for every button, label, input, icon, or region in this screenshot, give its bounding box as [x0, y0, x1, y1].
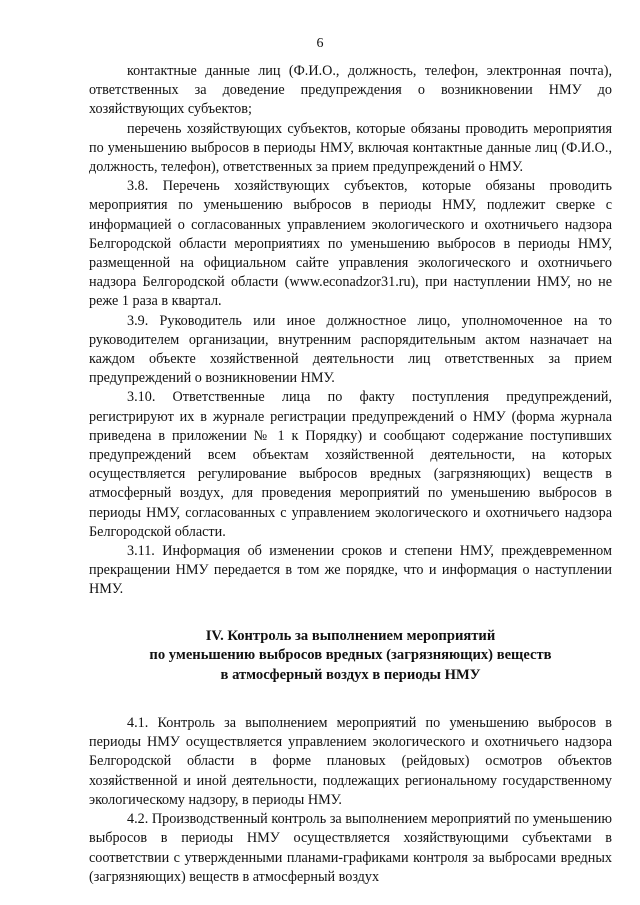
document-body — [89, 62, 612, 887]
paragraph-3-9: 3.9. Руководитель или иное должностное лицо, уполномоченное на то руководителем организации, внутренним распорядительным актом назначает на каждом объекте хозяйственной деятельности лиц ответственных за прием предупреждений о возникновении НМУ. — [89, 312, 612, 387]
paragraph-3-11: 3.11. Информация об изменении сроков и степени НМУ, преждевременном прекращении НМУ передается в том же порядке, что и информация о наступлении НМУ. — [89, 543, 612, 598]
section-heading-line-3: в атмосферный воздух в периоды НМУ — [220, 667, 481, 684]
paragraph-4-2: 4.2. Производственный контроль за выполнением мероприятий по уменьшению выбросов в периоды НМУ осуществляется хозяйствующими субъектами в соответствии с утвержденными планами-графиками контроля за выбросами вредных (загрязняющих) веществ в атмосферный воздух — [89, 811, 612, 885]
section-heading-line-2: по уменьшению выбросов вредных (загрязняющих) веществ — [149, 647, 552, 664]
section-heading-iv — [89, 627, 612, 686]
paragraph-entity-list: перечень хозяйствующих субъектов, которые обязаны проводить мероприятия по уменьшению выбросов в периоды НМУ, включая контактные данные лиц (Ф.И.О., должность, телефон), ответственных за прием предупреждений о НМУ. — [89, 120, 612, 176]
paragraph-contact-data: контактные данные лиц (Ф.И.О., должность, телефон, электронная почта), ответственных за доведение предупреждения о возникновении НМУ до хозяйствующих субъектов; — [89, 63, 612, 118]
paragraph-3-8: 3.8. Перечень хозяйствующих субъектов, которые обязаны проводить мероприятия по уменьшению выбросов в периоды НМУ, подлежит сверке с информацией о согласованных управлением экологического и охотничьего надзора Белгородской области мероприятиях по уменьшению выбросов в периоды НМУ, размещенной на официальном сайте управления экологического и охотничьего надзора Белгородской области (www.econadzor31.ru), при наступлении НМУ, но не реже 1 раза в квартал. — [89, 178, 612, 310]
paragraph-4-1: 4.1. Контроль за выполнением мероприятий по уменьшению выбросов в периоды НМУ осуществляется управлением экологического и охотничьего надзора Белгородской области в форме плановых (рейдовых) осмотров объектов хозяйственной и иной деятельности, подлежащих региональному государственному экологическому надзору, в периоды НМУ. — [89, 715, 612, 808]
paragraph-3-10: 3.10. Ответственные лица по факту поступления предупреждений, регистрируют их в журнале регистрации предупреждений о НМУ (форма журнала приведена в приложении № 1 к Порядку) и сообщают содержание поступивших предупреждений всем объектам хозяйственной деятельности, на которых осуществляется регулирование выбросов вредных (загрязняющих) веществ в атмосферный воздух, для проведения мероприятий по уменьшению выбросов в периоды НМУ, согласованных с управлением экологического и охотничьего надзора Белгородской области. — [89, 389, 612, 540]
section-heading-line-1: IV. Контроль за выполнением мероприятий — [205, 627, 496, 644]
page-number: 6 — [316, 36, 324, 51]
